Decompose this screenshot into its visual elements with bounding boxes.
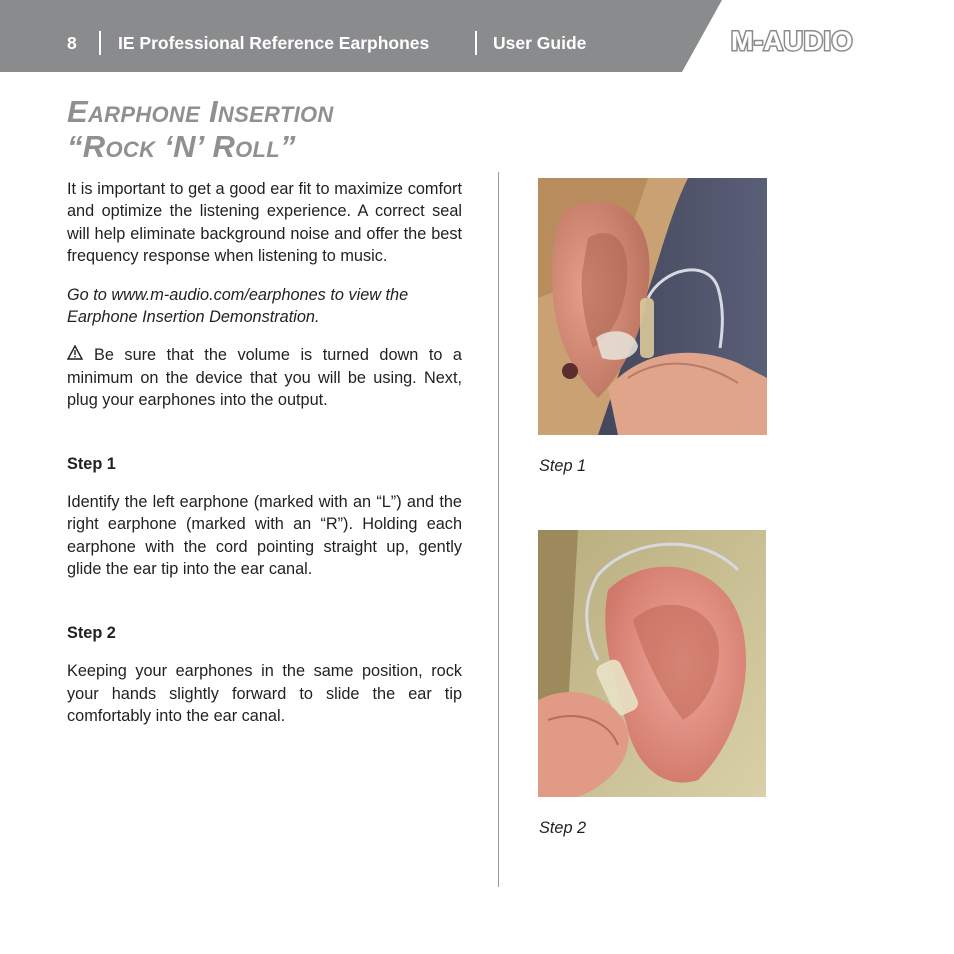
document-title: IE Professional Reference Earphones — [118, 33, 430, 53]
header-separator — [475, 31, 477, 55]
section-title-line1: Earphone Insertion — [67, 94, 334, 129]
step-1-heading: Step 1 — [67, 454, 116, 473]
intro-paragraph: It is important to get a good ear fit to maximize comfort and optimize the listening experience. A correct seal will help eliminate background noise and offer the best frequency response when listening to music. — [67, 180, 462, 266]
warning-paragraph — [67, 344, 462, 411]
step-2-heading: Step 2 — [67, 623, 116, 642]
step-2-text: Keeping your earphones in the same position, rock your hands slightly forward to slide the ear tip comfortably into the ear canal. — [67, 662, 462, 725]
step-2-caption: Step 2 — [539, 819, 587, 837]
header-separator — [99, 31, 101, 55]
page-number: 8 — [67, 33, 77, 53]
step-1-caption: Step 1 — [539, 457, 587, 475]
warning-triangle-icon — [67, 344, 84, 366]
section-title-line2: “Rock ‘N’ Roll” — [67, 129, 296, 164]
step-1-photo — [538, 178, 767, 435]
section-title — [67, 94, 334, 164]
guide-label: User Guide — [493, 33, 587, 53]
step-1-text: Identify the left earphone (marked with an “L”) and the right earphone (marked with an “R”). Holding each earphone with the cord pointing straight up, gently glide the ear tip into the ear canal. — [67, 493, 462, 579]
left-column — [67, 178, 462, 727]
warning-text: Be sure that the volume is turned down to a minimum on the device that you will be using. Next, plug your earphones into the output. — [67, 346, 462, 410]
step-2-photo — [538, 530, 766, 797]
brand-logo: M-AUDIO — [731, 26, 853, 56]
column-divider — [498, 172, 499, 887]
demo-note: Go to www.m-audio.com/earphones to view the Earphone Insertion Demonstration. — [67, 285, 409, 327]
